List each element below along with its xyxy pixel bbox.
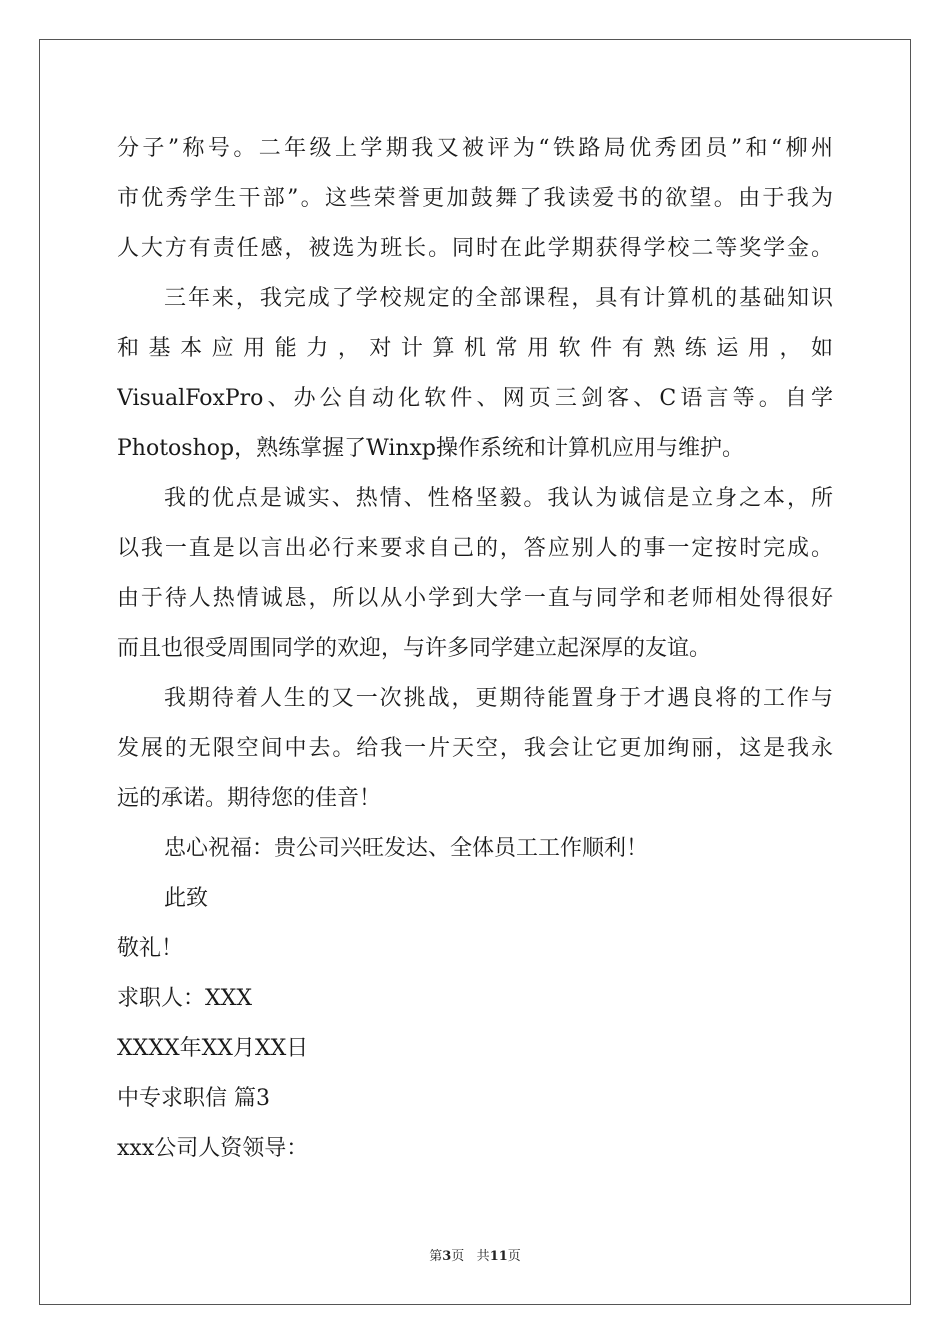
page-footer — [0, 1248, 950, 1266]
text-line: 分子”称号。二年级上学期我又被评为“铁路局优秀团员”和“柳州 — [117, 136, 833, 161]
text-line: 市优秀学生干部”。这些荣誉更加鼓舞了我读爱书的欲望。由于我为 — [117, 186, 833, 211]
footer-prefix: 第 — [429, 1249, 443, 1264]
footer-page-unit: 页 — [451, 1249, 465, 1264]
page-number: 3 — [442, 1249, 452, 1264]
footer-total-prefix: 共 — [476, 1249, 490, 1264]
text-line: 发展的无限空间中去。给我一片天空，我会让它更加绚丽，这是我永 — [117, 736, 833, 761]
text-line: 人大方有责任感，被选为班长。同时在此学期获得学校二等奖学金。 — [117, 236, 833, 261]
paragraph-start-line: 我期待着人生的又一次挑战，更期待能置身于才遇良将的工作与 — [164, 686, 833, 711]
text-line: 由于待人热情诚恳，所以从小学到大学一直与同学和老师相处得很好 — [117, 586, 833, 611]
paragraph-start-line: 三年来，我完成了学校规定的全部课程，具有计算机的基础知识 — [164, 286, 833, 311]
paragraph-start-line: 我的优点是诚实、热情、性格坚毅。我认为诚信是立身之本，所 — [164, 486, 833, 511]
text-line: 远的承诺。期待您的佳音！ — [117, 786, 382, 811]
total-pages: 11 — [489, 1249, 508, 1264]
closing-respect: 敬礼！ — [117, 936, 184, 961]
text-line: Photoshop，熟练掌握了Winxp操作系统和计算机应用与维护。 — [117, 436, 745, 461]
text-line: 和基本应用能力，对计算机常用软件有熟练运用，如 — [117, 336, 833, 361]
document-body — [117, 124, 833, 1174]
closing-wishes: 忠心祝福：贵公司兴旺发达、全体员工工作顺利！ — [164, 836, 649, 861]
section-heading: 中专求职信 篇3 — [117, 1086, 270, 1111]
text-line: VisualFoxPro、办公自动化软件、网页三剑客、C语言等。自学 — [117, 386, 833, 411]
letter-date: XXXX年XX月XX日 — [117, 1036, 309, 1061]
letter-greeting: xxx公司人资领导： — [117, 1136, 309, 1161]
applicant-name: 求职人：XXX — [117, 986, 252, 1011]
text-line: 而且也很受周围同学的欢迎，与许多同学建立起深厚的友谊。 — [117, 636, 712, 661]
closing-salutation: 此致 — [164, 886, 209, 911]
text-line: 以我一直是以言出必行来要求自己的，答应别人的事一定按时完成。 — [117, 536, 833, 561]
footer-total-unit: 页 — [507, 1249, 521, 1264]
